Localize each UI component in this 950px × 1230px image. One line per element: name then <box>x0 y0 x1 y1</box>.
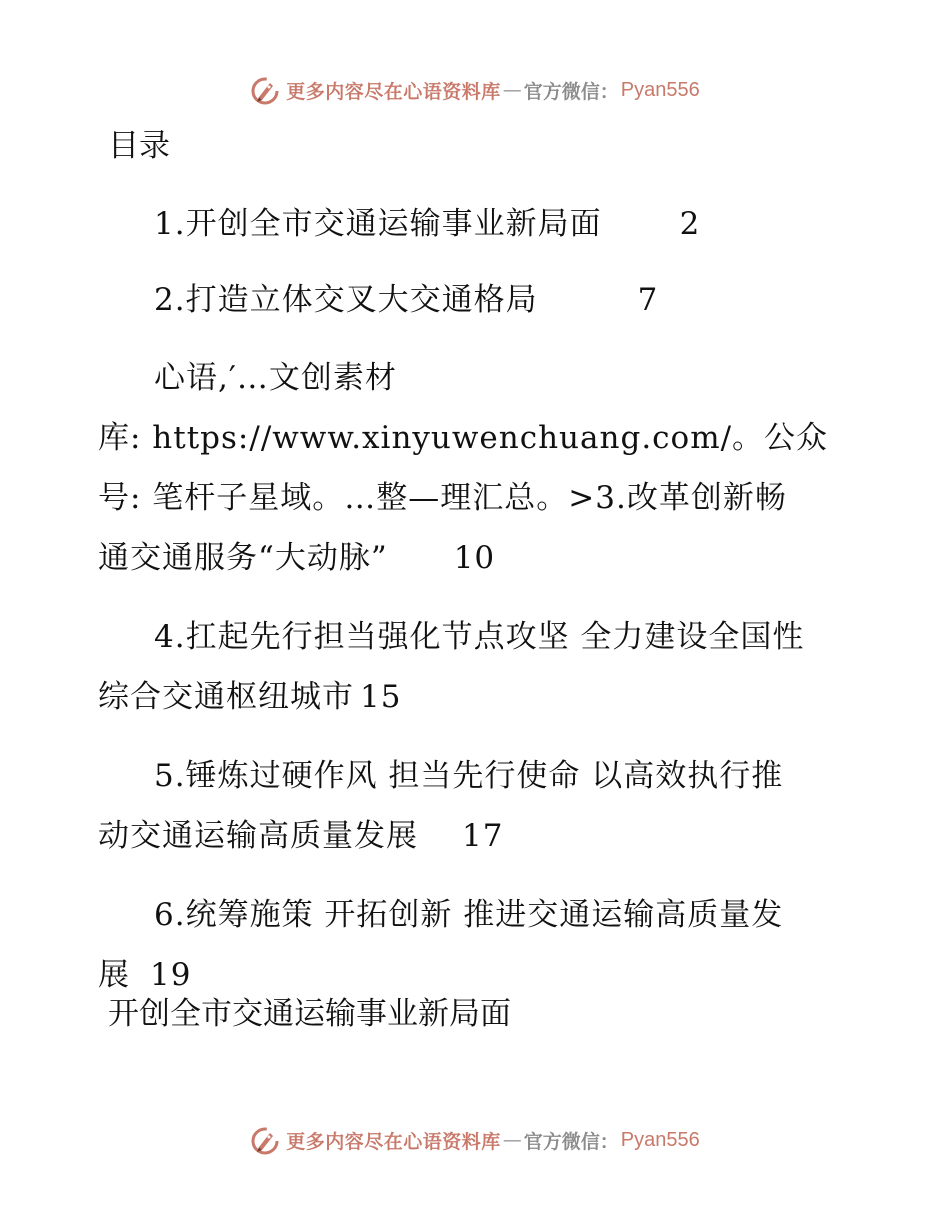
toc-entry-line: 通交通服务“大动脉” <box>98 540 388 576</box>
toc-entry-line: 6.统筹施策 开拓创新 推进交通运输高质量发 <box>154 897 784 933</box>
toc-entry <box>98 746 858 866</box>
watermark-header <box>0 70 950 110</box>
toc-entry-line: 库: https://www.xinyuwenchuang.com/。公众 <box>98 420 829 456</box>
toc-entry-line: 综合交通枢纽城市 <box>98 679 354 715</box>
toc-entry <box>98 885 858 1005</box>
toc-entry-page: 10 <box>453 540 496 576</box>
toc-entry-page: 2 <box>679 206 701 242</box>
toc-entry-line: 心语,′…文创素材 <box>154 360 397 396</box>
toc-entry-title: 1.开创全市交通运输事业新局面 <box>154 206 602 242</box>
watermark-footer <box>0 1120 950 1160</box>
watermark-wechat-account: Pyan556 <box>620 78 700 101</box>
table-of-contents <box>98 196 858 1024</box>
toc-entry-line: 展 <box>98 957 130 993</box>
watermark-brand: 更多内容尽在心语资料库 <box>286 1130 501 1153</box>
toc-entry <box>98 607 858 727</box>
toc-entry-title: 2.打造立体交叉大交通格局 <box>154 282 538 318</box>
toc-title: 目录 <box>108 128 170 164</box>
toc-entry-line: 5.锤炼过硬作风 担当先行使命 以高效执行推 <box>154 758 784 794</box>
watermark-separator: — <box>502 79 522 101</box>
toc-entry <box>98 348 858 588</box>
watermark-wechat-label: 官方微信： <box>523 1130 619 1153</box>
toc-entry-page: 7 <box>637 282 659 318</box>
toc-entry-page: 15 <box>360 679 402 715</box>
toc-entry-line: 4.扛起先行担当强化节点攻坚 全力建设全国性 <box>154 619 805 655</box>
toc-entry-page: 17 <box>462 818 504 854</box>
toc-entry-line: 动交通运输高质量发展 <box>98 818 418 854</box>
pen-nib-swirl-icon <box>250 75 280 105</box>
toc-entry <box>98 196 858 253</box>
watermark-wechat-account: Pyan556 <box>620 1128 700 1151</box>
toc-entry-line: 号: 笔杆子星域。…整—理汇总。>3.改革创新畅 <box>98 480 787 516</box>
toc-entry-page: 19 <box>150 957 192 993</box>
watermark-brand: 更多内容尽在心语资料库 <box>286 80 501 103</box>
watermark-wechat-label: 官方微信： <box>523 80 619 103</box>
toc-entry <box>98 272 858 329</box>
section-heading: 开创全市交通运输事业新局面 <box>108 996 511 1032</box>
watermark-separator: — <box>502 1129 522 1151</box>
pen-nib-swirl-icon <box>250 1125 280 1155</box>
